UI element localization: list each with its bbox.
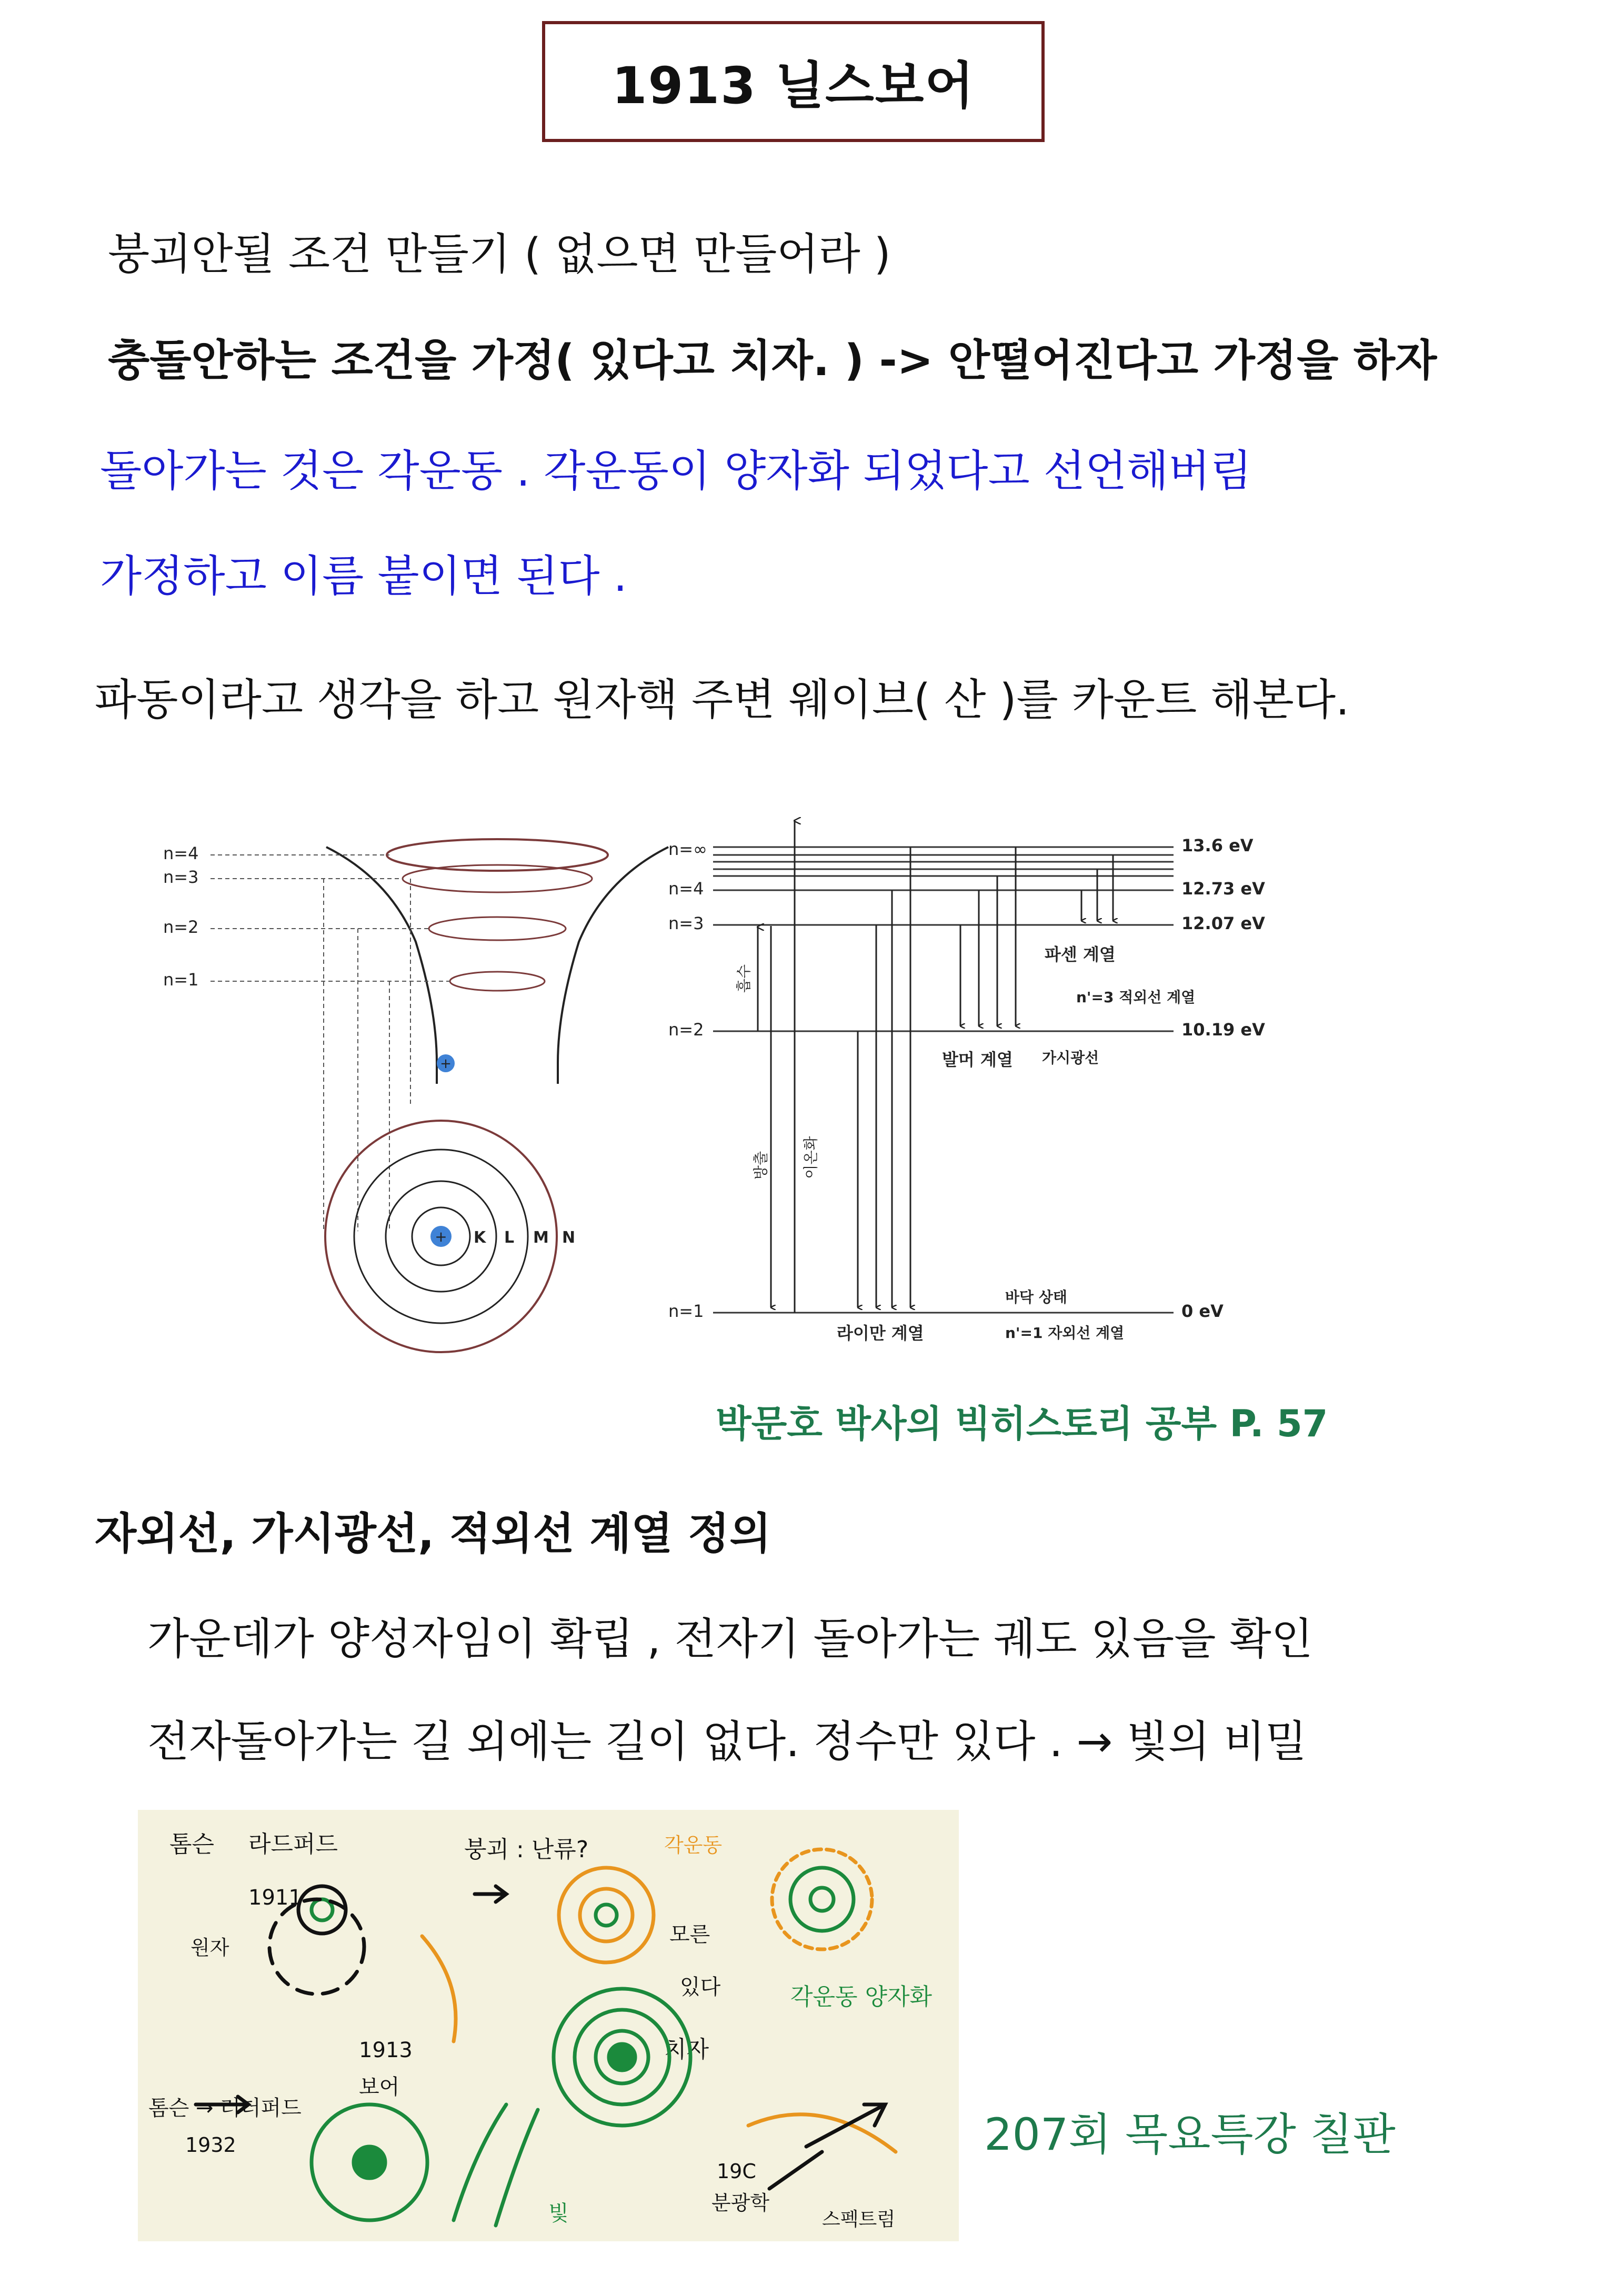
- energy-0: 0 eV: [1181, 1301, 1224, 1321]
- board-note-unknown: 모른: [669, 1922, 710, 1947]
- energy-12-73: 12.73 eV: [1181, 879, 1265, 899]
- board-note-caption: 207회 목요특강 칠판: [984, 2109, 1396, 2160]
- left-level-n2: n=2: [163, 917, 199, 937]
- board-note-collapse: 붕괴 : 난류?: [464, 1836, 589, 1863]
- potential-funnel: [326, 839, 668, 1084]
- board-note-rutherford: 라드퍼드: [248, 1831, 338, 1858]
- section-paragraph-2: 전자돌아가는 길 외에는 길이 없다. 정수만 있다 . → 빛의 비밀: [147, 1717, 1307, 1767]
- emit-label: 방출: [752, 1151, 769, 1180]
- board-note-1911: 1911: [248, 1886, 302, 1910]
- lyman-series-label: 라이만 계열: [837, 1323, 924, 1343]
- text-line-1: 붕괴안될 조건 만들기 ( 없으면 만들어라 ): [108, 229, 891, 279]
- section-paragraph-1: 가운데가 양성자임이 확립 , 전자기 돌아가는 궤도 있음을 확인: [147, 1614, 1313, 1664]
- shell-l: L: [504, 1228, 515, 1247]
- board-note-quantized: 각운동 양자화: [790, 1983, 933, 2010]
- bohr-energy-figure: [142, 789, 1326, 1368]
- absorb-label: 흡수: [735, 964, 753, 993]
- figure-caption: 박문호 박사의 빅히스토리 공부 P. 57: [716, 1402, 1328, 1445]
- text-line-4-blue: 가정하고 이름 붙이면 된다 .: [100, 551, 627, 601]
- text-line-3-blue: 돌아가는 것은 각운동 . 각운동이 양자화 되었다고 선언해버림: [100, 446, 1252, 496]
- ionize-label: 이온화: [802, 1136, 819, 1179]
- board-note-thomson: 톰슨: [169, 1831, 215, 1858]
- left-level-n4: n=4: [163, 843, 199, 863]
- electron-orbits: [325, 1121, 557, 1352]
- left-level-n3: n=3: [163, 867, 199, 887]
- text-line-5: 파동이라고 생각을 하고 원자핵 주변 웨이브( 산 )를 카운트 해본다.: [95, 675, 1350, 725]
- board-note-thomson-rutherford: 톰슨 → 러더퍼드: [148, 2096, 302, 2120]
- board-note-spectrum: 스펙트럼: [822, 2209, 896, 2230]
- left-level-n1: n=1: [163, 970, 199, 990]
- whiteboard-photo: [138, 1810, 959, 2241]
- board-note-assume: 치자: [664, 2036, 709, 2063]
- board-note-1913: 1913: [359, 2038, 413, 2062]
- shell-k: K: [474, 1228, 486, 1247]
- board-note-exists: 있다: [680, 1975, 721, 1999]
- energy-10-19: 10.19 eV: [1181, 1020, 1265, 1040]
- level-n3: n=3: [668, 913, 704, 933]
- paschen-series-label: 파센 계열: [1045, 944, 1116, 964]
- board-note-light: 빛: [548, 2201, 569, 2225]
- board-note-spectroscopy: 분광학: [711, 2191, 770, 2214]
- energy-level-lines: [713, 847, 1174, 1313]
- level-n-inf: n=∞: [668, 839, 707, 859]
- balmer-note: 가시광선: [1042, 1049, 1099, 1066]
- board-note-bohr: 보어: [359, 2075, 400, 2099]
- energy-13-6: 13.6 eV: [1181, 835, 1254, 855]
- shell-n: N: [562, 1228, 576, 1247]
- board-note-atom: 원자: [191, 1936, 229, 1959]
- level-n2: n=2: [668, 1020, 704, 1040]
- page-title: 1913 닐스보어: [611, 56, 975, 115]
- level-n4: n=4: [668, 879, 704, 899]
- text-line-2-bold: 충돌안하는 조건을 가정( 있다고 치자. ) -> 안떨어진다고 가정을 하자: [108, 336, 1437, 386]
- board-note-1932: 1932: [185, 2133, 236, 2157]
- ground-state-label: 바닥 상태: [1005, 1288, 1067, 1306]
- title-box: [542, 21, 1045, 142]
- board-note-angular: 각운동: [664, 1834, 723, 1857]
- orbit-nucleus-sign: +: [435, 1228, 447, 1245]
- funnel-nucleus-sign: +: [440, 1056, 452, 1072]
- level-n1: n=1: [668, 1301, 704, 1321]
- board-note-19c: 19C: [717, 2160, 756, 2183]
- section-heading: 자외선, 가시광선, 적외선 계열 정의: [95, 1509, 771, 1559]
- balmer-series-label: 발머 계열: [942, 1050, 1013, 1070]
- lyman-note: n'=1 자외선 계열: [1005, 1324, 1125, 1342]
- paschen-note: n'=3 적외선 계열: [1076, 989, 1196, 1006]
- shell-m: M: [533, 1228, 549, 1247]
- energy-12-07: 12.07 eV: [1181, 913, 1265, 933]
